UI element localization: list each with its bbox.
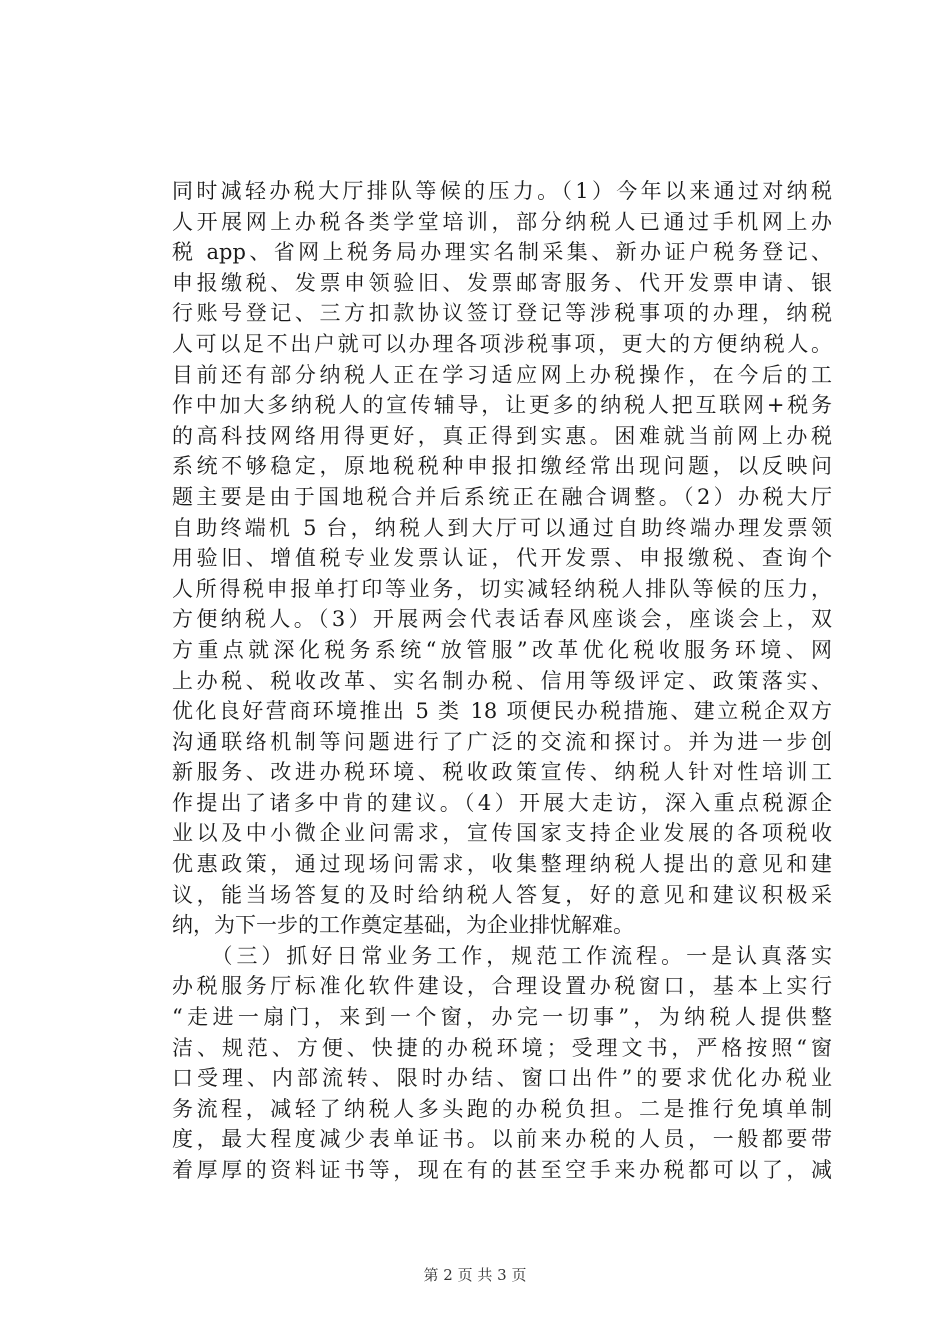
text-line: 作提出了诸多中肯的建议。（4）开展大走访，深入重点税源企 [172,790,832,815]
text-line: 人所得税申报单打印等业务，切实减轻纳税人排队等候的压力， [172,576,832,601]
text-line: 税 app、省网上税务局办理实名制采集、新办证户税务登记、 [172,240,832,265]
text-line: 申报缴税、发票申领验旧、发票邮寄服务、代开发票申请、银 [172,270,832,295]
text-line: 口受理、内部流转、限时办结、窗口出件”的要求优化办税业 [172,1066,832,1091]
text-line: （三）抓好日常业务工作，规范工作流程。一是认真落实 [172,943,832,968]
text-line: 自助终端机 5 台，纳税人到大厅可以通过自助终端办理发票领 [172,515,832,540]
text-line: 人可以足不出户就可以办理各项涉税事项，更大的方便纳税人。 [172,331,832,356]
text-line: 新服务、改进办税环境、税收政策宣传、纳税人针对性培训工 [172,760,832,785]
text-line: 作中加大多纳税人的宣传辅导，让更多的纳税人把互联网+税务 [172,393,832,418]
text-line: 同时减轻办税大厅排队等候的压力。（1）今年以来通过对纳税 [172,179,832,203]
page-footer: 第 2 页 共 3 页 [423,1266,527,1284]
text-line: 议，能当场答复的及时给纳税人答复，好的意见和建议积极采 [172,882,832,907]
text-line: 人开展网上办税各类学堂培训，部分纳税人已通过手机网上办 [172,209,832,234]
text-line: 方便纳税人。（3）开展两会代表话春风座谈会，座谈会上，双 [172,607,832,632]
text-line: 办税服务厅标准化软件建设，合理设置办税窗口，基本上实行 [172,974,832,999]
text-line: 着厚厚的资料证书等，现在有的甚至空手来办税都可以了，减 [172,1158,832,1182]
text-line: 的高科技网络用得更好，真正得到实惠。困难就当前网上办税 [172,423,832,448]
text-line: 洁、规范、方便、快捷的办税环境；受理文书，严格按照“窗 [172,1035,832,1060]
text-line: 目前还有部分纳税人正在学习适应网上办税操作，在今后的工 [172,362,832,387]
text-line: 纳，为下一步的工作奠定基础，为企业排忧解难。 [172,913,634,938]
text-line: 题主要是由于国地税合并后系统正在融合调整。（2）办税大厅 [172,484,832,509]
text-line: 行账号登记、三方扣款协议签订登记等涉税事项的办理，纳税 [172,301,832,326]
text-line: 务流程，减轻了纳税人多头跑的办税负担。二是推行免填单制 [172,1096,832,1121]
text-line: “走进一扇门，来到一个窗，办完一切事”，为纳税人提供整 [172,1005,832,1030]
body-text [172,176,832,1186]
text-line: 上办税、税收改革、实名制办税、信用等级评定、政策落实、 [172,668,832,693]
text-line: 系统不够稳定，原地税税种申报扣缴经常出现问题，以反映问 [172,454,832,479]
text-line: 方重点就深化税务系统“放管服”改革优化税收服务环境、网 [172,637,832,662]
text-line: 优化良好营商环境推出 5 类 18 项便民办税措施、建立税企双方 [172,699,832,724]
text-line: 度，最大程度减少表单证书。以前来办税的人员，一般都要带 [172,1127,832,1152]
text-line: 业以及中小微企业问需求，宣传国家支持企业发展的各项税收 [172,821,832,846]
text-line: 用验旧、增值税专业发票认证，代开发票、申报缴税、查询个 [172,546,832,571]
text-line: 优惠政策，通过现场问需求，收集整理纳税人提出的意见和建 [172,852,832,877]
text-line: 沟通联络机制等问题进行了广泛的交流和探讨。并为进一步创 [172,729,832,754]
